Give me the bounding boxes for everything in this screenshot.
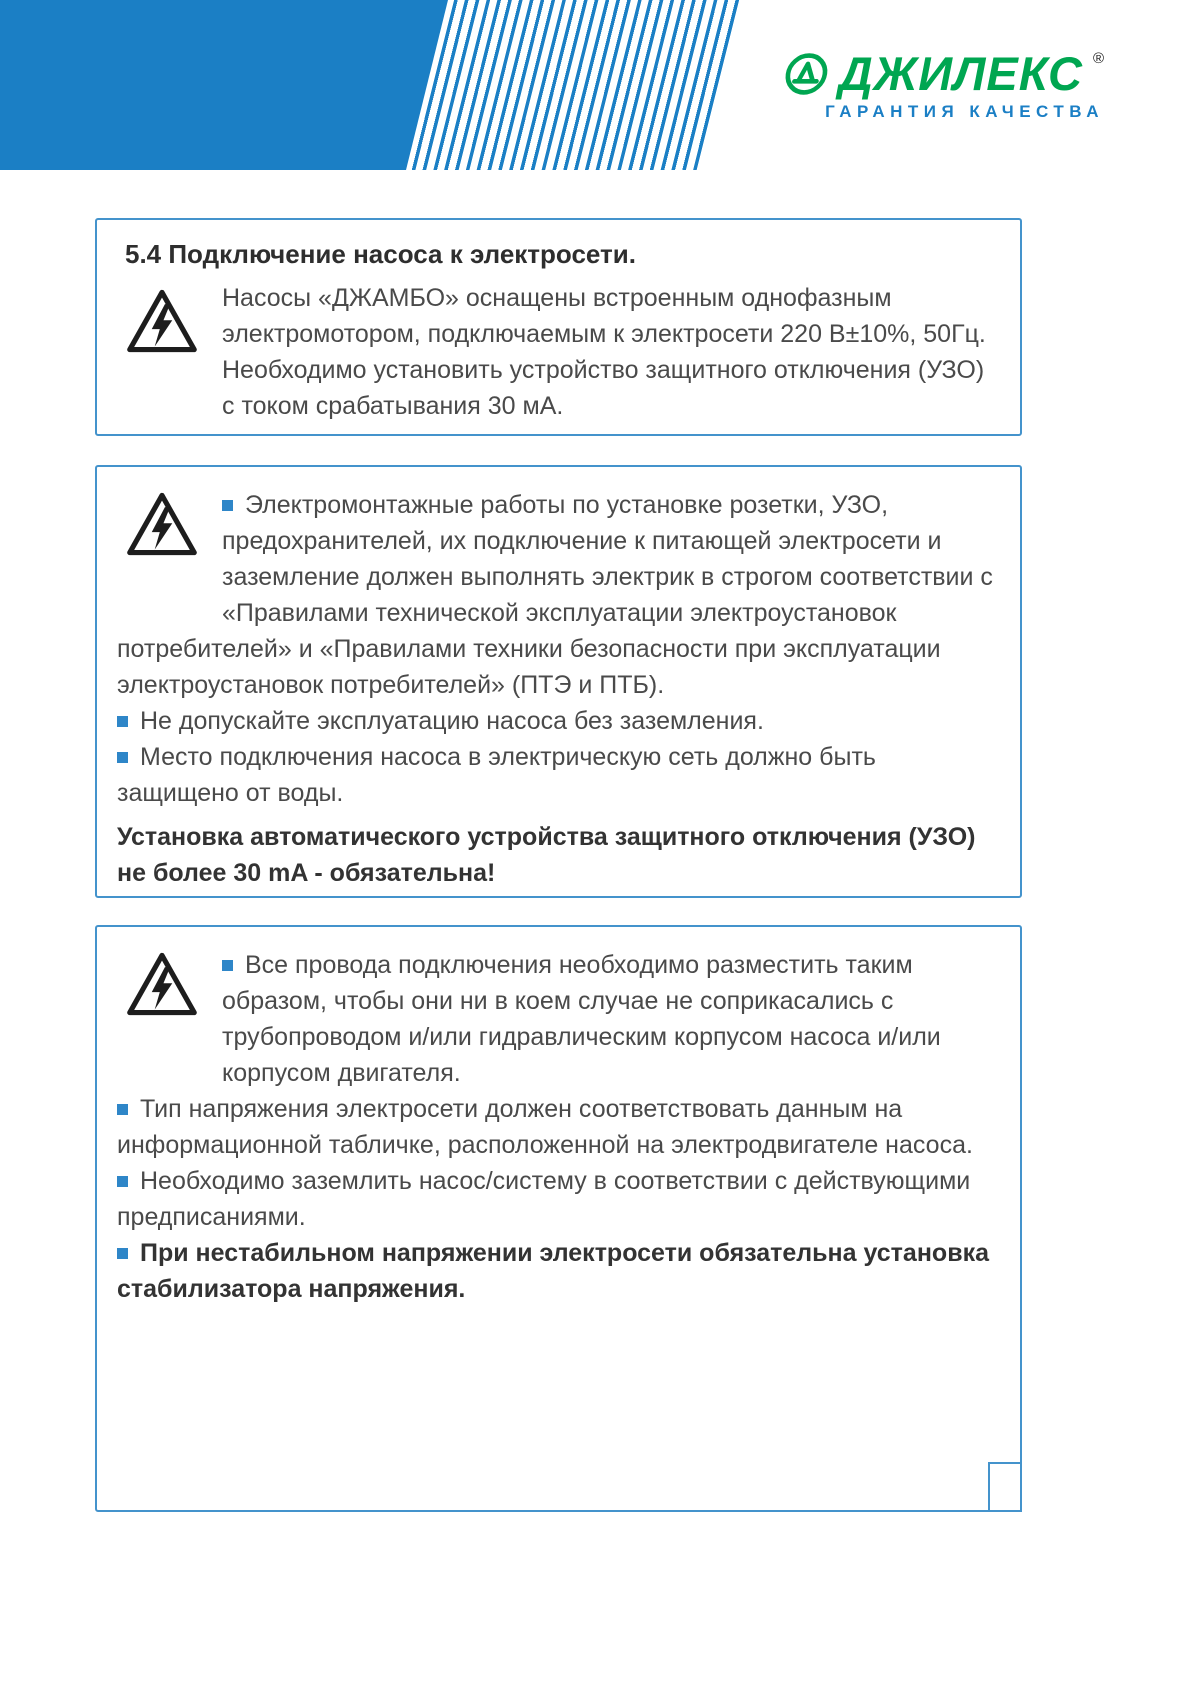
- corner-notch: [988, 1462, 1022, 1512]
- brand-name: ДЖИЛЕКС: [838, 47, 1083, 100]
- section-body-text: Насосы «ДЖАМБО» оснащены встроенным однофазным электромотором, подключаемым к электросети 220 В±10%, 50Гц. Необходимо установить устройство защитного отключения (УЗО) с током срабатывания 30 мА.: [222, 284, 986, 420]
- brand-logo: [783, 47, 1104, 121]
- list-item: [117, 739, 1000, 811]
- list-item: [117, 1163, 1000, 1235]
- list-item-text: Все провода подключения необходимо разместить таким образом, чтобы они ни в коем случае не соприкасались с трубопроводом и/или гидравлическим корпусом насоса и/или корпусом двигателя.: [222, 951, 941, 1087]
- list-item: [117, 487, 1000, 703]
- voltage-stabilizer-note: [117, 1235, 1000, 1307]
- warning-triangle-icon: [125, 280, 222, 424]
- warning-triangle-icon: [125, 491, 199, 597]
- bullet-icon: [117, 716, 128, 727]
- section-power-connection-box: [95, 218, 1022, 436]
- list-item-text: Тип напряжения электросети должен соответствовать данным на информационной табличке, расположенной на электродвигателе насоса.: [117, 1095, 973, 1159]
- header-stripes: [400, 0, 740, 170]
- registered-trademark-icon: ®: [1092, 50, 1104, 67]
- bullet-icon: [117, 1176, 128, 1187]
- list-item-text: Электромонтажные работы по установке розетки, УЗО, предохранителей, их подключение к питающей электросети и заземление должен выполнять электрик в строгом соответствии с «Правилами технической эксплуатации электроустановок потребителей» и «Правилами техники безопасности при эксплуатации электроустановок потребителей» (ПТЭ и ПТБ).: [117, 491, 993, 699]
- header-banner: [0, 0, 448, 170]
- brand-tagline: ГАРАНТИЯ КАЧЕСТВА: [825, 102, 1104, 121]
- mandatory-rcd-note: Установка автоматического устройства защитного отключения (УЗО) не более 30 mA - обязательна!: [117, 823, 976, 887]
- bullet-icon: [222, 500, 233, 511]
- warning-box-wiring: [95, 925, 1022, 1512]
- bullet-icon: [117, 1104, 128, 1115]
- brand-logo-icon: [783, 51, 829, 97]
- bullet-icon: [222, 960, 233, 971]
- brand-logo-row: [783, 47, 1104, 100]
- list-item-text: Место подключения насоса в электрическую сеть должно быть защищено от воды.: [117, 743, 876, 807]
- list-item-text: При нестабильном напряжении электросети обязательна установка стабилизатора напряжения.: [117, 1239, 989, 1303]
- warning-triangle-icon: [125, 951, 199, 1057]
- warning-box-electrical-safety: [95, 465, 1022, 898]
- bullet-icon: [117, 1248, 128, 1259]
- list-item: [117, 703, 1000, 739]
- list-item-text: Не допускайте эксплуатацию насоса без заземления.: [140, 707, 764, 735]
- list-item: [117, 1091, 1000, 1163]
- page-header: [0, 0, 1190, 170]
- list-item: [117, 947, 1000, 1091]
- section-title: 5.4 Подключение насоса к электросети.: [125, 239, 636, 269]
- section-content-row: [125, 280, 998, 424]
- list-item-text: Необходимо заземлить насос/систему в соответствии с действующими предписаниями.: [117, 1167, 971, 1231]
- bullet-icon: [117, 752, 128, 763]
